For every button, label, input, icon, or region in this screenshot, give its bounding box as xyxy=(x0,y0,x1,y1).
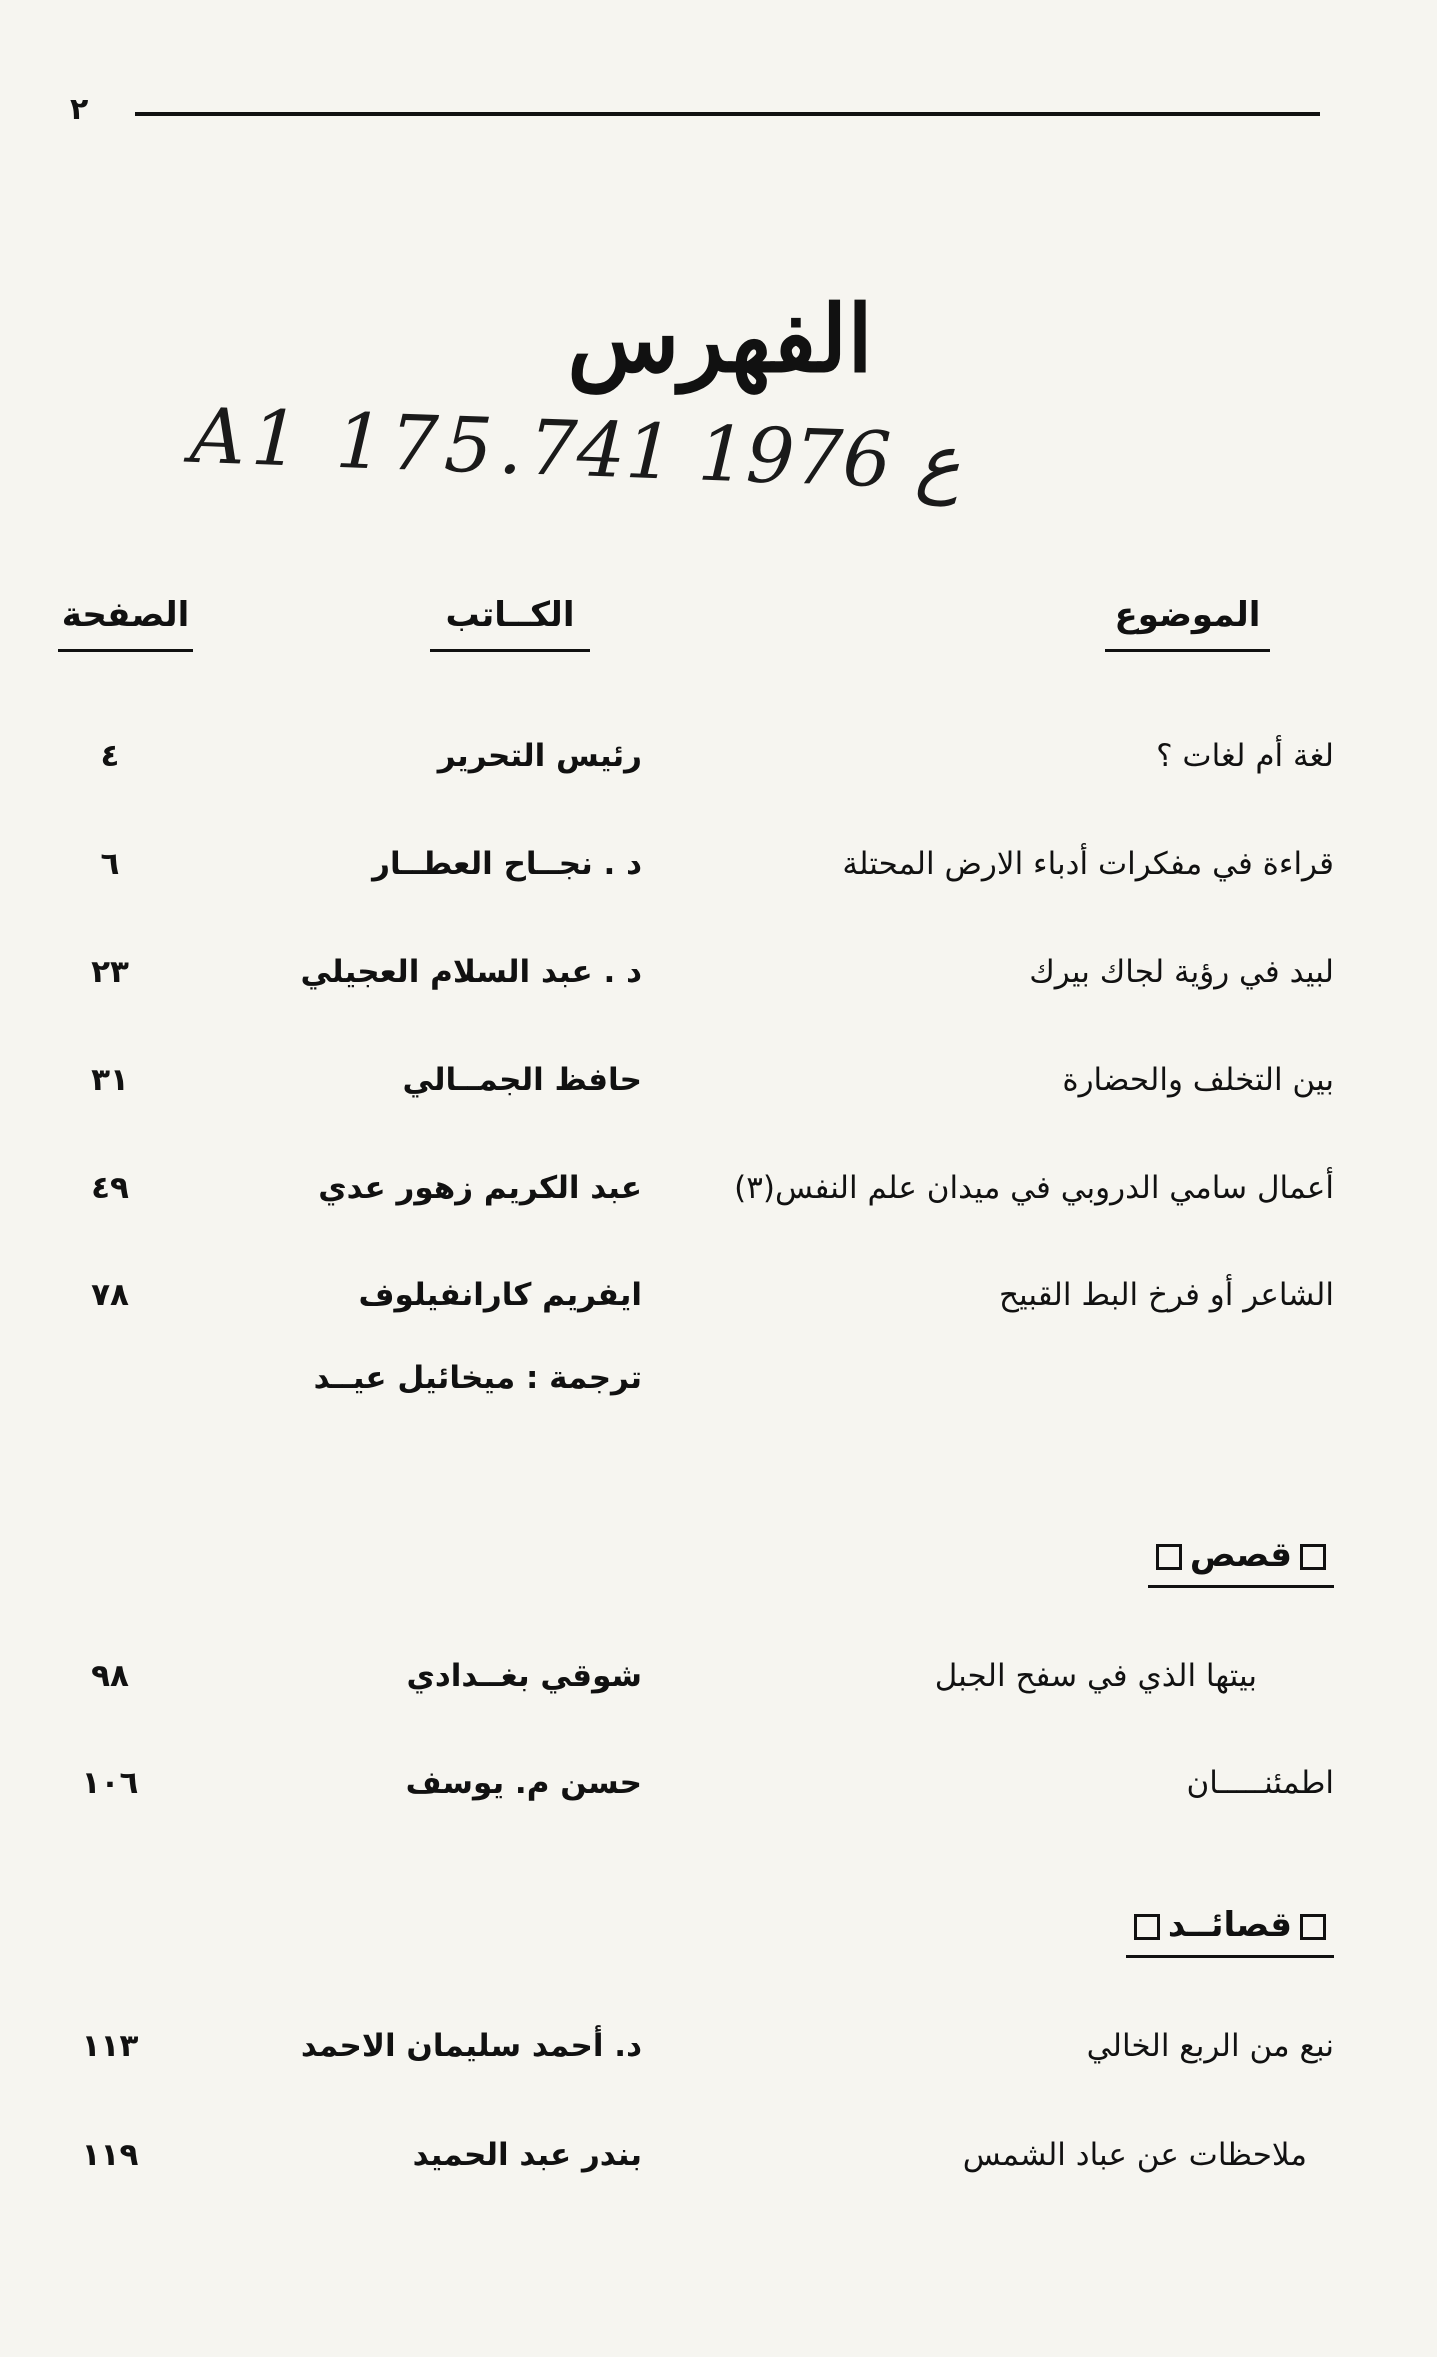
entry-topic: نبع من الربع الخالي xyxy=(1086,2028,1334,2064)
section-label: قصص xyxy=(1189,1535,1292,1575)
toc-row xyxy=(0,1170,1437,1230)
column-header-topic: الموضوع xyxy=(1105,595,1270,652)
entry-author: حسن م. يوسف xyxy=(405,1765,642,1801)
entry-page: ٦ xyxy=(100,846,120,882)
entry-author: ايفريم كارانفيلوف xyxy=(358,1277,642,1313)
toc-row xyxy=(0,1765,1437,1825)
entry-topic: الشاعر أو فرخ البط القبيح xyxy=(999,1277,1334,1313)
page-number: ٢ xyxy=(70,92,89,127)
entry-page: ٤ xyxy=(100,738,120,774)
entry-author: شوقي بغــدادي xyxy=(406,1658,642,1694)
entry-topic: أعمال سامي الدروبي في ميدان علم النفس(٣) xyxy=(734,1170,1334,1206)
toc-row xyxy=(0,738,1437,798)
toc-row xyxy=(0,2028,1437,2088)
entry-page: ٣١ xyxy=(91,1062,129,1098)
section-heading-stories xyxy=(1148,1535,1334,1588)
entry-topic: لبيد في رؤية لجاك بيرك xyxy=(1029,954,1334,990)
entry-page: ١٠٦ xyxy=(81,1765,139,1801)
entry-page: ٤٩ xyxy=(91,1170,129,1206)
entry-page: ١١٩ xyxy=(81,2137,139,2173)
entry-topic: بين التخلف والحضارة xyxy=(1062,1062,1334,1098)
entry-author: د . عبد السلام العجيلي xyxy=(300,954,642,990)
entry-topic: بيتها الذي في سفح الجبل xyxy=(934,1658,1257,1694)
entry-author: حافظ الجمــالي xyxy=(402,1062,642,1098)
square-bullet-icon xyxy=(1134,1914,1160,1940)
entry-topic: قراءة في مفكرات أدباء الارض المحتلة xyxy=(842,846,1334,882)
square-bullet-icon xyxy=(1156,1544,1182,1570)
entry-translator: ترجمة : ميخائيل عيــد xyxy=(313,1360,642,1396)
entry-author: د. أحمد سليمان الاحمد xyxy=(300,2028,642,2064)
page-title: الفهرس xyxy=(567,285,873,393)
square-bullet-icon xyxy=(1300,1544,1326,1570)
section-heading-poems xyxy=(1126,1905,1334,1958)
entry-topic: اطمئنـــــان xyxy=(1186,1765,1334,1801)
header-rule xyxy=(135,112,1320,116)
column-header-author: الكــاتب xyxy=(430,595,590,652)
entry-topic: ملاحظات عن عباد الشمس xyxy=(962,2137,1307,2173)
entry-page: ٩٨ xyxy=(91,1658,129,1694)
toc-row xyxy=(0,1658,1437,1718)
section-label: قصائــد xyxy=(1167,1905,1292,1945)
entry-author: بندر عبد الحميد xyxy=(412,2137,642,2173)
entry-page: ٢٣ xyxy=(91,954,129,990)
entry-author: د . نجــاح العطــار xyxy=(372,846,642,882)
toc-row xyxy=(0,1062,1437,1122)
handwritten-catalog-note: A1 175.ع 1976 741 xyxy=(188,390,963,507)
entry-topic: لغة أم لغات ؟ xyxy=(1156,738,1334,774)
toc-row xyxy=(0,1277,1437,1337)
entry-page: ١١٣ xyxy=(81,2028,139,2064)
toc-row xyxy=(0,1360,1437,1420)
toc-row xyxy=(0,954,1437,1014)
entry-author: رئيس التحرير xyxy=(437,738,642,774)
entry-author: عبد الكريم زهور عدي xyxy=(318,1170,642,1206)
square-bullet-icon xyxy=(1300,1914,1326,1940)
entry-page: ٧٨ xyxy=(91,1277,129,1313)
column-header-page: الصفحة xyxy=(58,595,193,652)
toc-row xyxy=(0,846,1437,906)
toc-row xyxy=(0,2137,1437,2197)
